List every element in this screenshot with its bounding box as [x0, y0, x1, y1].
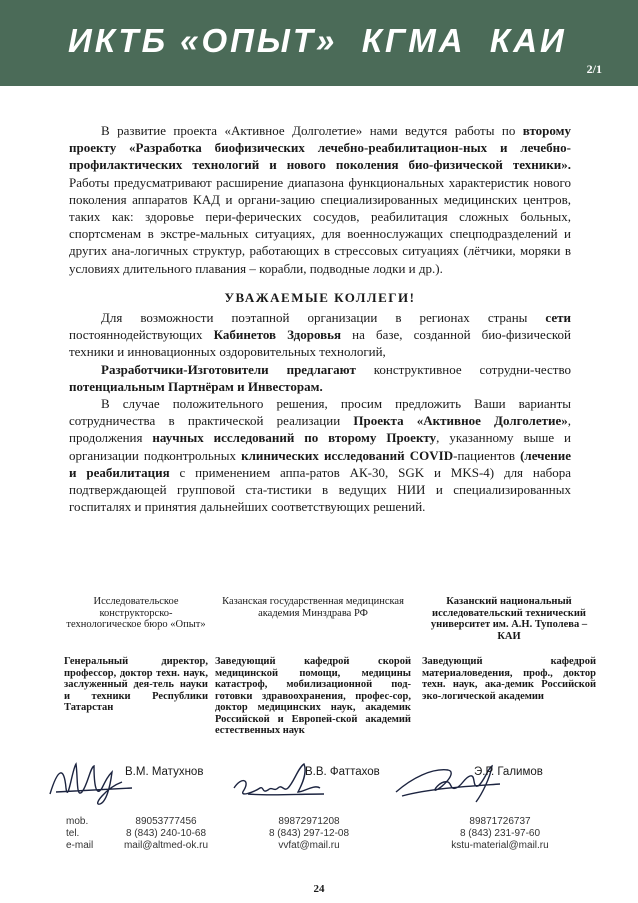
signatory-org: Исследовательское конструкторско-технологическое бюро «Опыт»: [66, 596, 206, 630]
paragraph-offices: [69, 309, 571, 361]
signatory-position: Генеральный директор, профессор, доктор техн. наук, заслуженный дея-тель науки и техники Республики Татарстан: [64, 656, 208, 713]
page-header: [0, 0, 638, 86]
greeting-heading: УВАЖАЕМЫЕ КОЛЛЕГИ!: [224, 289, 416, 305]
text-run: Разработчики-Изготовители предлагают: [101, 361, 356, 377]
signatory-position: Заведующий кафедрой материаловедения, проф., доктор техн. наук, ака-демик Российской эко-логической академии: [422, 656, 596, 702]
text-run: второму проекту «Разработка биофизических лечебно-реабилитацион-ных и лечебно-профилактических технологий и нового поколения био-физической техники».: [69, 123, 571, 173]
signatory-name: Э.Р. Галимов: [474, 766, 543, 778]
contact-phone: 8 (843) 297-12-08: [268, 828, 350, 840]
text-run: Для возможности поэтапной организации в регионах страны: [101, 310, 546, 326]
paragraph-request: [69, 395, 571, 515]
paragraph-project: [69, 122, 571, 277]
text-run: потенциальным Партнёрам и Инвесторам.: [69, 378, 323, 394]
paragraph-cooperation: [69, 361, 571, 395]
contact-label: e-mail: [66, 840, 94, 852]
signature-matukhnov-icon: [46, 758, 136, 808]
text-run: Кабинетов Здоровья: [213, 327, 342, 343]
contact-email: kstu-material@mail.ru: [451, 840, 549, 852]
text-run: , продолжения: [69, 413, 571, 446]
text-run: (лечение и реабилитация: [69, 447, 571, 480]
signatory-name: В.В. Фаттахов: [305, 766, 380, 778]
contact-mobile: 89872971208: [278, 816, 340, 827]
text-run: сети: [545, 310, 571, 326]
signatory-name: В.М. Матухнов: [125, 766, 204, 778]
contacts-2: [246, 816, 372, 853]
text-run: -пациентов: [453, 447, 521, 463]
contact-label: tel.: [66, 828, 80, 840]
text-run: на базе, созданной био-физической техники и инновационных оздоровительных технологий,: [69, 327, 571, 360]
contact-mobile: 89053777456: [135, 816, 197, 827]
signatory-1: [64, 596, 208, 714]
text-run: В развитие проекта «Активное Долголетие» нами ведутся работы по: [101, 123, 523, 138]
signatory-org: Казанская государственная медицинская академия Минздрава РФ: [222, 596, 404, 619]
signatory-2: [215, 596, 411, 737]
text-run: Работы предусматривают расширение диапазона функциональных характеристик нового поколения аппаратов КАД и органи-зацию специализированных медицинских центров, таких как: здоровье пери-ферических сосудов, реабилитация сложных больных, спортсменам в экстре-мальных ситуациях, для военнослужащих спецподразделений и других ана-логичных структур, работающих в стрессовых ситуациях (лётчики, моряки в условиях длительного плавания – корабли, подводные лодки и др.).: [69, 174, 571, 276]
contact-email: vvfat@mail.ru: [278, 840, 340, 852]
contacts-3: [430, 816, 570, 853]
signatory-org: Казанский национальный исследовательский технический университет им. А.Н. Туполева – КАИ: [430, 596, 588, 642]
contact-phone: 8 (843) 240-10-68: [125, 828, 207, 840]
text-run: , указанному выше и организации подконтрольных: [69, 430, 571, 463]
contact-phone: 8 (843) 231-97-60: [459, 828, 541, 840]
contact-mobile: 89871726737: [469, 816, 531, 827]
header-page-label: 2/1: [586, 62, 602, 76]
contacts-1: [66, 816, 236, 853]
text-run: В случае положительного решения, просим предложить Ваши варианты сотрудничества в практической реализации: [69, 396, 571, 429]
contact-email: mail@altmed-ok.ru: [123, 840, 209, 852]
contact-label: mob.: [66, 816, 89, 827]
text-run: научных исследований по второму Проекту: [152, 430, 437, 446]
text-run: Проекта «Активное Долголетие»: [353, 413, 568, 429]
header-title: ИКТБ «ОПЫТ» КГМА КАИ: [68, 22, 567, 59]
text-run: конструктивное сотрудни-чество: [355, 361, 571, 377]
signatory-position: Заведующий кафедрой скорой медицинской помощи, медицины катастроф, мобилизационной под-готовки здравоохранения, профес-сор, доктор медицинских наук, академик Российской и Европей-ской академий естественных наук: [215, 656, 411, 736]
signatory-3: [422, 596, 596, 702]
text-run: клинических исследований COVID: [241, 447, 454, 463]
text-run: с применением аппа-ратов АК-30, SGK и MKS-4) для набора подтверждающей групповой ста-тистики в ведущих НИИ и специализированных госпиталях и принятия дальнейших соответствующих решений.: [69, 464, 571, 515]
letter-body: [69, 122, 571, 515]
text-run: постояннодействующих: [69, 327, 214, 343]
page-number: 24: [313, 883, 325, 895]
